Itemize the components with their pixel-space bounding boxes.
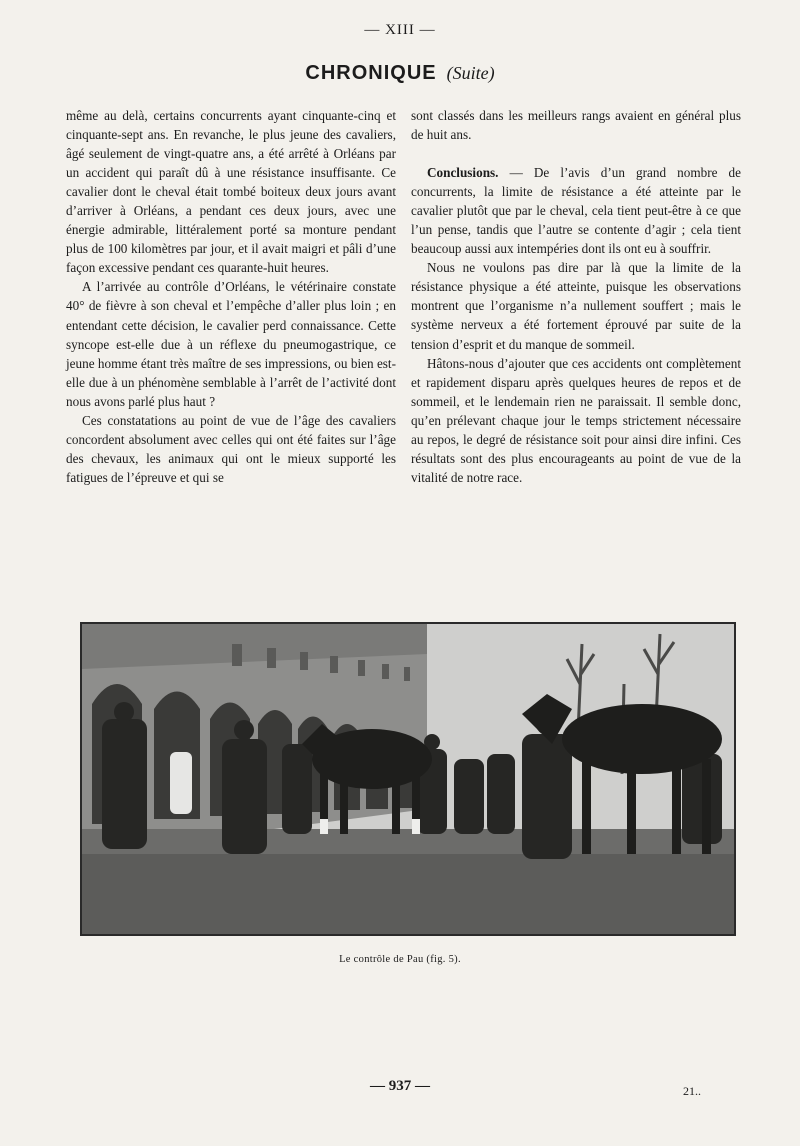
section-title: CHRONIQUE (305, 62, 437, 84)
section-subtitle: (Suite) (446, 63, 495, 83)
right-column (411, 106, 741, 487)
left-paragraph-2: A l’arrivée au contrôle d’Orléans, le vétérinaire constate 40° de fièvre à son cheval et l’empêche d’aller plus loin ; en entendant cette décision, le cavalier perd connaissance. Cette syncope est-elle due à un réflexe du pneumogastrique, ce jeune homme étant très maître de ses impressions, ou bien est-elle due à un phénomène semblable à l’arrêt de l’activité dont nous avons parlé plus haut ? (66, 279, 396, 409)
right-paragraph-4: Hâtons-nous d’ajouter que ces accidents ont complètement et rapidement disparu après quelques heures de repos et de sommeil, et le lendemain rien ne paraissait. Il semble donc, qu’en prélevant chaque jour le temps strictement nécessaire au repos, le degré de résistance soit pour ainsi dire infini. Ces résultats sont des plus encourageants au point de vue de la vitalité de notre race. (411, 355, 741, 485)
figure-caption: Le contrôle de Pau (fig. 5). (339, 954, 461, 965)
right-paragraph-2 (411, 163, 741, 258)
right-paragraph-1: sont classés dans les meilleurs rangs avaient en général plus de huit ans. (411, 108, 741, 143)
right-paragraph-3: Nous ne voulons pas dire par là que la limite de la résistance physique a été atteinte, puisque les observations montrent que l’organisme n’a nullement souffert ; mais le système nerveux a été fortement éprouvé par suite de la tension d’esprit et du manque de sommeil. (411, 260, 741, 352)
left-column (66, 106, 396, 487)
conclusions-text: — De l’avis d’un grand nombre de concurrents, la limite de résistance a été atteinte par le cavalier plutôt que par le cheval, cela tient peut-être à ce que l’un pense, tandis que l’autre se contente d’agir ; cela tient beaucoup aussi aux intempéries dont ils ont eu à souffrir. (411, 165, 741, 257)
left-paragraph-3: Ces constatations au point de vue de l’âge des cavaliers concordent absolument avec celles qui ont été faites sur l’âge des chevaux, les animaux qui ont le mieux supporté les fatigues de l’épreuve et qui se (66, 412, 396, 485)
figure-photo (80, 622, 736, 936)
photo-illustration (82, 624, 734, 934)
left-paragraph-1: même au delà, certains concurrents ayant cinquante-cinq et cinquante-sept ans. En revanche, le plus jeune des cavaliers, âgé seulement de vingt-quatre ans, a été arrêté à Orléans par un accident qui paraît dû à une résistance insuffisante. Ce cavalier dont le cheval était tombé boiteux deux jours avant d’arriver à Orléans, a pendant ces deux jours, avec une énergie admirable, littéralement porté sa monture pendant plus de 100 kilomètres par jour, et il avait maigri et pâli d’une façon excessive pendant ces quarante-huit heures. (66, 108, 396, 276)
section-heading (0, 62, 800, 85)
conclusions-lead: Conclusions. (427, 165, 499, 181)
signature-mark: 21.. (683, 1084, 701, 1098)
page-number: — 937 — (370, 1078, 430, 1094)
page-roman-numeral: — XIII — (364, 22, 436, 38)
